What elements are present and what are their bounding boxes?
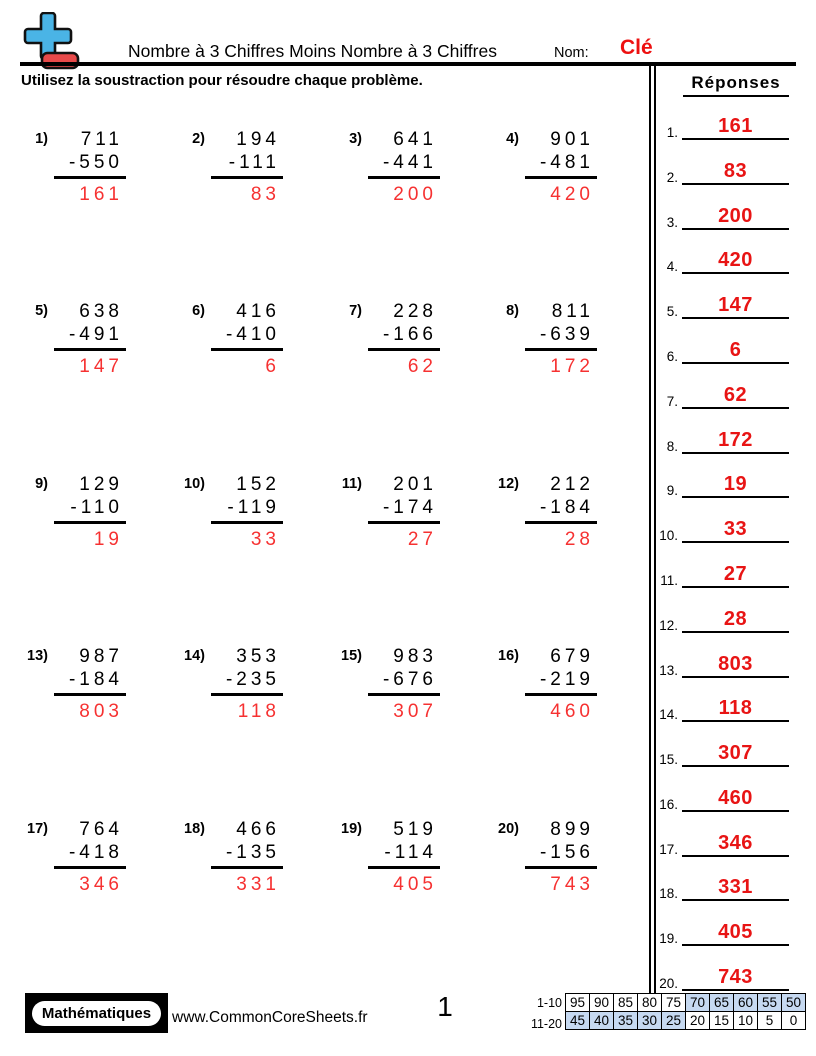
subtrahend: -410 (211, 323, 283, 351)
problem-work (54, 818, 126, 896)
problem-number: 8) (506, 303, 519, 320)
answer-number: 11. (660, 573, 678, 588)
problem-work (211, 473, 283, 551)
minuend: 987 (79, 646, 123, 668)
grade-cell: 5 (758, 1012, 782, 1030)
answer-number: 3. (666, 215, 678, 230)
problem-number: 4) (506, 131, 519, 147)
subtrahend: -676 (368, 668, 440, 696)
answer-row (646, 424, 792, 454)
minuend: 811 (551, 301, 594, 323)
subtrahend: -481 (525, 151, 597, 179)
problem-answer: 19 (93, 528, 123, 550)
subtrahend: -166 (368, 323, 440, 351)
grade-cell: 95 (566, 994, 590, 1012)
minuend: 212 (550, 473, 594, 495)
answer-value: 200 (682, 205, 789, 230)
problem (20, 473, 177, 645)
answer-value: 307 (682, 742, 789, 767)
minuend: 152 (236, 473, 280, 495)
minuend: 466 (236, 818, 280, 840)
problem-work (54, 300, 126, 378)
grade-cell: 80 (638, 994, 662, 1012)
problem (20, 645, 177, 817)
answer-value: 83 (682, 160, 789, 185)
answer-value: 118 (682, 697, 789, 722)
answer-number: 7. (666, 394, 678, 409)
answer-number: 4. (666, 259, 678, 274)
grade-cell: 65 (710, 994, 734, 1012)
minuend: 228 (393, 301, 437, 323)
answer-number: 19. (659, 931, 678, 946)
answer-value: 346 (682, 832, 789, 857)
problem-answer: 405 (393, 873, 437, 895)
problem (177, 645, 334, 817)
answer-row (646, 871, 792, 901)
page-title: Nombre à 3 Chiffres Moins Nombre à 3 Chiffres (128, 41, 497, 61)
answer-row (646, 827, 792, 857)
subtrahend: -639 (525, 323, 597, 351)
problem-answer: 743 (550, 873, 594, 895)
problem-work (54, 645, 126, 723)
answer-number: 16. (659, 797, 678, 812)
problem-answer: 27 (407, 528, 437, 550)
answers-title: Réponses (683, 73, 789, 97)
answer-number: 1. (666, 125, 678, 140)
answer-number: 15. (659, 752, 678, 767)
problem (177, 300, 334, 472)
answer-row (646, 692, 792, 722)
grade-row-label: 1-10 (536, 996, 562, 1010)
problem-number: 10) (184, 475, 205, 492)
brand-badge: Mathématiques (32, 1001, 161, 1026)
problem-work (525, 300, 597, 378)
problem-answer: 62 (407, 356, 437, 378)
problem-number: 5) (35, 303, 48, 320)
answer-row (646, 558, 792, 588)
problem (491, 473, 648, 645)
subtrahend: -111 (211, 151, 283, 179)
minuend: 983 (393, 646, 437, 668)
minuend: 201 (393, 473, 437, 495)
answer-row (646, 200, 792, 230)
problem-number: 1) (35, 131, 48, 147)
problem-answer: 147 (79, 356, 123, 378)
problem-answer: 346 (79, 873, 123, 895)
problem-answer: 118 (237, 701, 280, 723)
problem-work (368, 128, 440, 206)
grade-cell: 70 (686, 994, 710, 1012)
answer-number: 2. (666, 170, 678, 185)
problem-answer: 307 (393, 701, 437, 723)
problem-answer: 83 (250, 184, 280, 205)
problem-work (211, 300, 283, 378)
problem-number: 20) (498, 820, 519, 837)
website-text: www.CommonCoreSheets.fr (172, 1009, 368, 1026)
footer-bar (25, 993, 168, 1033)
problem (20, 818, 177, 990)
problem-work (368, 473, 440, 551)
answer-row (646, 916, 792, 946)
problem (491, 645, 648, 817)
answer-number: 13. (659, 663, 678, 678)
answer-row (646, 513, 792, 543)
problem-answer: 33 (250, 528, 280, 550)
minuend: 638 (79, 301, 123, 323)
answer-value: 28 (682, 608, 789, 633)
problem-answer: 28 (564, 528, 594, 550)
problem-answer: 420 (550, 184, 594, 205)
grade-cell: 75 (662, 994, 686, 1012)
answer-value: 6 (682, 339, 789, 364)
answer-row (646, 334, 792, 364)
minuend: 194 (236, 129, 280, 150)
grade-cell: 50 (782, 994, 806, 1012)
answer-value: 27 (682, 563, 789, 588)
grade-cell: 10 (734, 1012, 758, 1030)
problem (334, 473, 491, 645)
problem-work (525, 645, 597, 723)
answer-value: 420 (682, 249, 789, 274)
problem-answer: 331 (236, 873, 280, 895)
answer-value: 161 (682, 115, 789, 140)
answer-row (646, 289, 792, 319)
problem-work (525, 473, 597, 551)
problem-work (54, 473, 126, 551)
problem-number: 6) (192, 303, 205, 320)
answer-row (646, 468, 792, 498)
problem-number: 12) (498, 475, 519, 492)
grade-row-label: 11-20 (530, 1017, 562, 1031)
problem-number: 15) (341, 648, 362, 665)
grade-cell: 0 (782, 1012, 806, 1030)
minuend: 416 (236, 301, 280, 323)
problem-answer: 6 (265, 356, 280, 378)
problem (334, 300, 491, 472)
subtrahend: -119 (211, 496, 283, 524)
subtrahend: -235 (211, 668, 283, 696)
problem-number: 7) (349, 303, 362, 320)
problem-number: 3) (349, 131, 362, 147)
problem-answer: 200 (393, 184, 437, 205)
grade-cell: 15 (710, 1012, 734, 1030)
answer-row (646, 244, 792, 274)
problem (334, 645, 491, 817)
subtrahend: -418 (54, 841, 126, 869)
grade-cell: 25 (662, 1012, 686, 1030)
problem-answer: 460 (550, 701, 594, 723)
answer-value: 33 (682, 518, 789, 543)
instruction-text: Utilisez la soustraction pour résoudre chaque problème. (21, 72, 423, 89)
problem (20, 300, 177, 472)
minuend: 519 (393, 818, 437, 840)
name-value: Clé (620, 36, 653, 59)
subtrahend: -184 (525, 496, 597, 524)
problem-number: 9) (35, 475, 48, 492)
header-rule (20, 62, 796, 66)
name-label: Nom: (554, 45, 589, 61)
answer-value: 19 (682, 473, 789, 498)
answer-value: 803 (682, 653, 789, 678)
answer-row (646, 379, 792, 409)
problem-work (211, 645, 283, 723)
problem-answer: 172 (550, 356, 594, 378)
subtrahend: -110 (54, 496, 126, 524)
answer-value: 460 (682, 787, 789, 812)
answer-value: 62 (682, 384, 789, 409)
problem-work (368, 645, 440, 723)
minuend: 679 (550, 646, 594, 668)
problem (491, 128, 648, 300)
problem (20, 128, 177, 300)
minuend: 711 (80, 129, 123, 150)
subtrahend: -441 (368, 151, 440, 179)
answer-number: 9. (666, 483, 678, 498)
answer-row (646, 961, 792, 991)
minuend: 764 (79, 818, 123, 840)
subtrahend: -135 (211, 841, 283, 869)
answer-number: 12. (659, 618, 678, 633)
problem-number: 16) (498, 648, 519, 665)
minuend: 899 (550, 818, 594, 840)
answer-number: 18. (659, 886, 678, 901)
problem-work (211, 818, 283, 896)
answer-number: 20. (659, 976, 678, 991)
answer-row (646, 648, 792, 678)
page-number: 1 (437, 991, 453, 1022)
problem-number: 2) (192, 131, 205, 147)
grade-cell: 55 (758, 994, 782, 1012)
problem-answer: 803 (79, 701, 123, 723)
answer-value: 172 (682, 429, 789, 454)
subtrahend: -174 (368, 496, 440, 524)
problem-number: 13) (27, 648, 48, 665)
minuend: 641 (393, 129, 437, 150)
answer-value: 331 (682, 876, 789, 901)
problem-work (525, 818, 597, 896)
answer-value: 147 (682, 294, 789, 319)
answer-row (646, 155, 792, 185)
problem-number: 11) (341, 475, 362, 492)
problem (177, 473, 334, 645)
grade-cell: 30 (638, 1012, 662, 1030)
problem (177, 818, 334, 990)
answer-number: 10. (659, 528, 678, 543)
subtrahend: -219 (525, 668, 597, 696)
problem-number: 14) (184, 648, 205, 665)
subtrahend: -156 (525, 841, 597, 869)
grade-table (565, 993, 806, 1030)
minuend: 353 (236, 646, 280, 668)
problem-work (54, 128, 126, 206)
problems-grid (20, 128, 648, 990)
problem-answer: 161 (79, 184, 123, 205)
answer-row (646, 737, 792, 767)
problem (177, 128, 334, 300)
subtrahend: -184 (54, 668, 126, 696)
grade-cell: 40 (590, 1012, 614, 1030)
minuend: 129 (79, 473, 123, 495)
answer-number: 14. (659, 707, 678, 722)
problem (334, 818, 491, 990)
answer-value: 405 (682, 921, 789, 946)
problem-work (525, 128, 597, 206)
grade-cell: 85 (614, 994, 638, 1012)
subtrahend: -114 (368, 841, 440, 869)
problem-work (211, 128, 283, 206)
problem-work (368, 300, 440, 378)
minuend: 901 (550, 129, 594, 150)
answer-row (646, 603, 792, 633)
answer-row (646, 110, 792, 140)
problem (491, 818, 648, 990)
subtrahend: -550 (54, 151, 126, 179)
problem-work (368, 818, 440, 896)
grade-table-row (566, 1012, 806, 1030)
answer-number: 6. (666, 349, 678, 364)
problem-number: 18) (184, 820, 205, 837)
grade-cell: 45 (566, 1012, 590, 1030)
subtrahend: -491 (54, 323, 126, 351)
problem-number: 19) (341, 820, 362, 837)
answer-number: 17. (659, 842, 678, 857)
answer-row (646, 782, 792, 812)
problem-number: 17) (27, 820, 48, 837)
grade-cell: 90 (590, 994, 614, 1012)
grade-cell: 35 (614, 1012, 638, 1030)
problem (491, 300, 648, 472)
grade-table-row (566, 994, 806, 1012)
answer-number: 5. (666, 304, 678, 319)
grade-cell: 60 (734, 994, 758, 1012)
answer-value: 743 (682, 966, 789, 991)
grade-cell: 20 (686, 1012, 710, 1030)
answer-number: 8. (666, 439, 678, 454)
problem (334, 128, 491, 300)
